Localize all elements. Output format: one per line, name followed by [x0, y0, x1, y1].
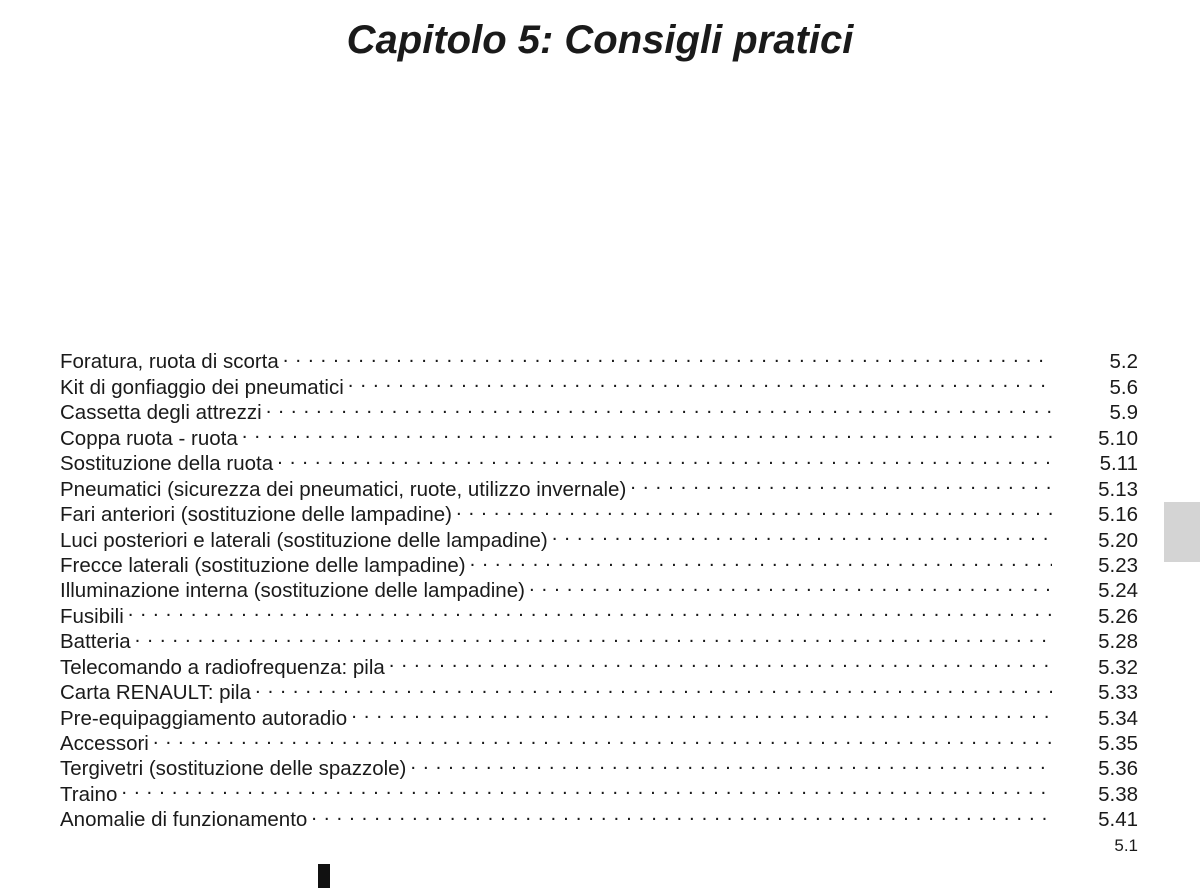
- toc-dot-leader: [121, 775, 1088, 800]
- toc-entry-page: 5.6: [1109, 375, 1138, 399]
- toc-entry-label: Traino: [60, 782, 118, 806]
- toc-entry-page: 5.20: [1098, 528, 1138, 552]
- toc-entry-page: 5.35: [1098, 732, 1138, 755]
- toc-entry-page: 5.38: [1098, 782, 1138, 806]
- chapter-title: Capitolo 5: Consigli pratici: [346, 18, 854, 62]
- table-of-contents: [60, 343, 1138, 832]
- toc-dot-leader: [410, 750, 1088, 775]
- toc-dot-leader: [266, 394, 1088, 419]
- toc-entry-page: 5.16: [1098, 503, 1138, 527]
- toc-dot-leader: [255, 674, 1088, 699]
- toc-entry-page: 5.23: [1098, 553, 1138, 577]
- toc-entry-page: 5.2: [1109, 350, 1138, 374]
- toc-entry[interactable]: [60, 343, 1138, 374]
- toc-dot-leader: [470, 547, 1088, 572]
- toc-entry[interactable]: [60, 775, 1138, 806]
- toc-entry-label: Frecce laterali (sostituzione delle lampadine): [60, 553, 466, 577]
- toc-entry-page: 5.24: [1098, 579, 1138, 603]
- toc-entry-label: Illuminazione interna (sostituzione delle lampadine): [60, 579, 525, 603]
- toc-entry-label: Foratura, ruota di scorta: [60, 350, 279, 374]
- toc-entry-label: Luci posteriori e laterali (sostituzione delle lampadine): [60, 528, 548, 552]
- toc-entry-label: Anomalie di funzionamento: [60, 808, 308, 832]
- toc-entry[interactable]: [60, 725, 1138, 755]
- toc-entry-page: 5.36: [1098, 757, 1138, 781]
- toc-dot-leader: [389, 648, 1088, 673]
- toc-dot-leader: [153, 725, 1088, 750]
- toc-dot-leader: [348, 368, 1088, 393]
- toc-entry[interactable]: [60, 623, 1138, 654]
- toc-entry-page: 5.28: [1098, 630, 1138, 654]
- toc-entry-page: 5.26: [1098, 604, 1138, 628]
- toc-entry-page: 5.34: [1098, 706, 1138, 730]
- toc-dot-leader: [135, 623, 1088, 648]
- toc-entry-label: Kit di gonfiaggio dei pneumatici: [60, 375, 344, 399]
- toc-entry[interactable]: [60, 801, 1138, 832]
- toc-entry-label: Sostituzione della ruota: [60, 452, 274, 476]
- toc-dot-leader: [128, 597, 1088, 622]
- toc-entry[interactable]: [60, 750, 1138, 781]
- crop-mark: [318, 864, 330, 888]
- toc-entry-label: Accessori: [60, 732, 149, 755]
- toc-entry-label: Fari anteriori (sostituzione delle lampadine): [60, 503, 452, 527]
- chapter-thumb-tab: [1164, 502, 1200, 562]
- toc-entry-label: Tergivetri (sostituzione delle spazzole): [60, 757, 407, 781]
- toc-entry-page: 5.10: [1098, 426, 1138, 450]
- toc-entry-label: Cassetta degli attrezzi: [60, 401, 262, 425]
- toc-entry-page: 5.9: [1109, 401, 1138, 425]
- toc-entry-label: Coppa ruota - ruota: [60, 426, 238, 450]
- toc-entry-label: Carta RENAULT: pila: [60, 681, 252, 705]
- toc-dot-leader: [242, 419, 1088, 444]
- page-number: 5.1: [1114, 836, 1138, 855]
- toc-entry-page: 5.13: [1098, 477, 1138, 501]
- toc-dot-leader: [351, 699, 1088, 724]
- toc-entry-label: Pneumatici (sicurezza dei pneumatici, ruote, utilizzo invernale): [60, 477, 627, 501]
- toc-entry-page: 5.41: [1098, 808, 1138, 832]
- toc-entry-label: Pre-equipaggiamento autoradio: [60, 706, 348, 730]
- toc-dot-leader: [283, 343, 1088, 368]
- toc-entry-label: Batteria: [60, 630, 131, 654]
- toc-dot-leader: [552, 521, 1088, 546]
- toc-entry-label: Telecomando a radiofrequenza: pila: [60, 655, 385, 679]
- toc-entry[interactable]: [60, 597, 1138, 628]
- toc-entry-page: 5.32: [1098, 655, 1138, 679]
- toc-entry[interactable]: [60, 648, 1138, 679]
- toc-dot-leader: [277, 445, 1088, 470]
- toc-entry-page: 5.33: [1098, 681, 1138, 705]
- toc-dot-leader: [630, 470, 1088, 495]
- toc-dot-leader: [456, 496, 1088, 521]
- toc-entry-label: Fusibili: [60, 604, 124, 628]
- toc-dot-leader: [311, 801, 1088, 826]
- toc-dot-leader: [529, 572, 1088, 597]
- toc-entry-page: 5.11: [1099, 452, 1138, 476]
